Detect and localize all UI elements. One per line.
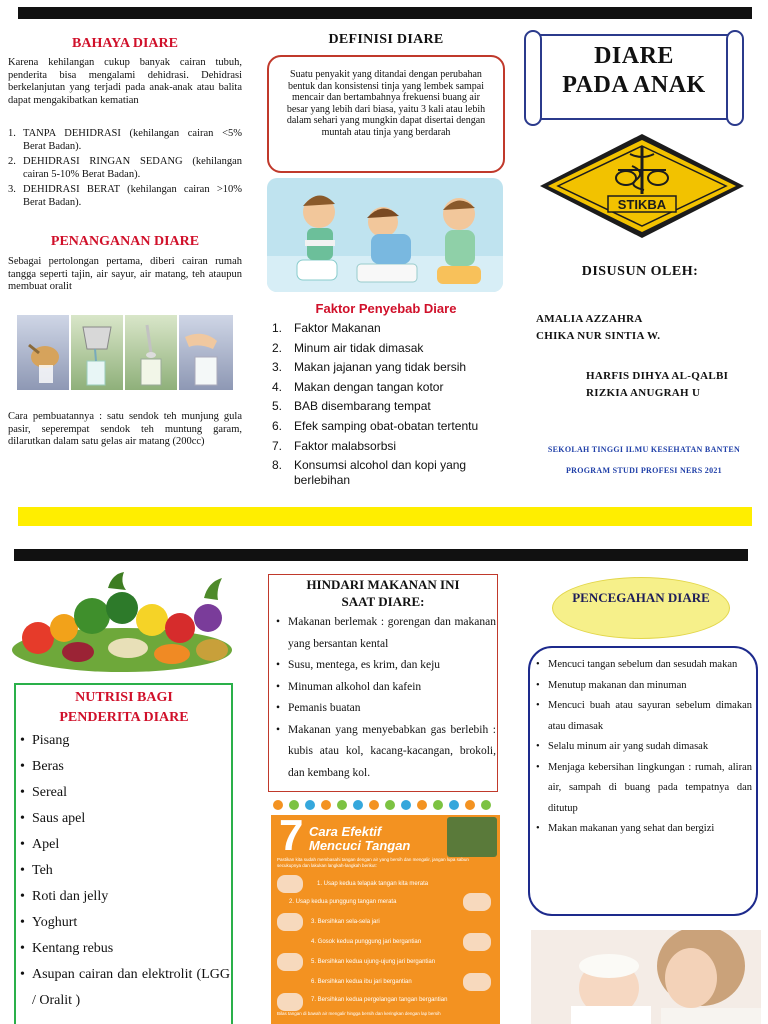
list-item: 7. Faktor malabsorbsi (272, 438, 397, 453)
hands-icon (463, 933, 491, 951)
list-item: • Yoghurt (18, 910, 230, 936)
list-item: • Pisang (18, 728, 230, 754)
school-name: SEKOLAH TINGGI ILMU KESEHATAN BANTEN (547, 445, 741, 454)
top-black-bar (18, 7, 752, 19)
decorative-germs-strip (270, 798, 498, 812)
poster-step: 3. Bersihkan sela-sela jari (277, 913, 497, 933)
list-item: • Makanan yang menyebabkan gas berlebih : kubis atau kol, kacang-kacangan, brokoli, dan kembang kol. (274, 720, 496, 785)
hands-icon (277, 953, 303, 971)
poster-step: 6. Bersihkan kedua ibu jari bergantian (277, 973, 497, 993)
faktor-title: Faktor Penyebab Diare (315, 301, 457, 316)
hands-icon (463, 973, 491, 991)
list-item: 6. Efek samping obat-obatan tertentu (272, 418, 479, 433)
penanganan-title: PENANGANAN DIARE (50, 234, 200, 249)
bahaya-list (8, 128, 242, 212)
list-item: • Menjaga kebersihan lingkungan : rumah, aliran air, sampah di buang pada tempatnya dan ditutup (534, 758, 752, 820)
lower-black-bar (14, 549, 748, 561)
mother-baby-image (531, 930, 761, 1024)
author-list-b: HARFIS DIHYA AL-QALBI RIZKIA ANUGRAH U (586, 370, 729, 399)
list-item: • Mencuci tangan sebelum dan sesudah makan (534, 655, 752, 676)
poster-step: 2. Usap kedua punggung tangan merata (277, 893, 497, 913)
list-item: • Menutup makanan dan minuman (534, 676, 752, 697)
poster-step: 4. Gosok kedua punggung jari bergantian (277, 933, 497, 953)
cover-title: DIARE PADA ANAK (562, 43, 706, 98)
faktor-list (272, 321, 504, 493)
list-item: 1. Faktor Makanan (272, 321, 381, 335)
poster-title: Cara Efektif Mencuci Tangan (309, 824, 411, 853)
poster-photo (447, 817, 497, 857)
list-item: 8. Konsumsi alcohol dan kopi yang berlebihan (272, 458, 467, 488)
handwashing-poster (271, 815, 500, 1024)
stikba-logo-text: STIKBA (617, 197, 667, 212)
list-item: • Beras (18, 754, 230, 780)
list-item: 4. Makan dengan tangan kotor (272, 379, 444, 394)
middle-yellow-bar (18, 507, 752, 526)
hindari-title: HINDARI MAKANAN INI SAAT DIARE: (306, 577, 460, 609)
list-item: 1. TANPA DEHIDRASI (kehilangan cairan <5% Berat Badan). (8, 128, 242, 152)
bahaya-text: Karena kehilangan cukup banyak cairan tubuh, penderita bisa mengalami dehidrasi. Dehidrasi berkelanjutan yang terjadi pada anak-anak atau balita dapat mengakibatkan kematian (8, 57, 242, 106)
cover-title-scroll (530, 34, 738, 120)
poster-footer: Bilas tangan di bawah air mengalir hingga bersih dan keringkan dengan lap bersih (277, 1011, 441, 1016)
pencegahan-list (534, 655, 752, 840)
oralit-steps-image (17, 315, 233, 390)
hands-icon (277, 913, 303, 931)
hands-icon (277, 993, 303, 1011)
list-item: 5. BAB disembarang tempat (272, 399, 431, 414)
list-item: • Teh (18, 858, 230, 884)
definisi-box (267, 55, 505, 173)
list-item: • Asupan cairan dan elektrolit (LGG / Oralit ) (18, 962, 230, 1014)
list-item: • Susu, mentega, es krim, dan keju (274, 655, 496, 677)
vegetables-image (8, 568, 236, 676)
pencegahan-title-oval (552, 577, 730, 639)
list-item: 3. DEHIDRASI BERAT (kehilangan cairan >10% Berat Badan). (8, 184, 242, 208)
poster-intro: Pastikan kita sudah membasahi tangan dengan air yang bersih dan mengalir, jangan lupa sabun secukupnya dan lakukan langkah-langkah berikut: (277, 857, 469, 868)
list-item: • Minuman alkohol dan kafein (274, 677, 496, 699)
list-item: • Apel (18, 832, 230, 858)
poster-step: 7. Bersihkan kedua pergelangan tangan bergantian (277, 993, 497, 1013)
author-list-a: AMALIA AZZAHRA CHIKA NUR SINTIA W. (536, 313, 661, 342)
stikba-logo (536, 130, 748, 242)
definisi-title: DEFINISI DIARE (328, 32, 444, 47)
nutrisi-title: NUTRISI BAGI PENDERITA DIARE (59, 690, 189, 725)
hands-icon (463, 893, 491, 911)
list-item: 2. DEHIDRASI RINGAN SEDANG (kehilangan cairan 5-10% Berat Badan). (8, 156, 242, 180)
list-item: • Roti dan jelly (18, 884, 230, 910)
list-item: • Pemanis buatan (274, 698, 496, 720)
poster-number: 7 (279, 815, 304, 860)
list-item: • Makan makanan yang sehat dan bergizi (534, 819, 752, 840)
poster-step: 1. Usap kedua telapak tangan kita merata (277, 875, 497, 895)
list-item: 2. Minum air tidak dimasak (272, 340, 424, 355)
list-item: • Saus apel (18, 806, 230, 832)
sick-children-image (267, 178, 503, 292)
pencegahan-title: PENCEGAHAN DIARE (572, 590, 710, 605)
definisi-text: Suatu penyakit yang ditandai dengan perubahan bentuk dan konsistensi tinja yang lembek sampai mencair dan bertambahnya frekuensi buang air besar yang lebih dari biasa, yaitu 3 kali atau lebih dalam sehari yang mungkin dapat disertai dengan muntah atau tinja yang berdarah (286, 69, 486, 138)
poster-step: 5. Bersihkan kedua ujung-ujung jari bergantian (277, 953, 497, 973)
list-item: • Makanan berlemak : gorengan dan makanan yang bersantan kental (274, 612, 496, 655)
hands-icon (277, 875, 303, 893)
bahaya-title: BAHAYA DIARE (72, 36, 178, 51)
penanganan-text: Sebagai pertolongan pertama, diberi cairan rumah tangga seperti tajin, air sayur, air matang, teh ataupun membuat oralit (8, 256, 242, 292)
hindari-list (274, 612, 496, 784)
list-item: • Kentang rebus (18, 936, 230, 962)
nutrisi-list (18, 728, 230, 1014)
disusun-label: DISUSUN OLEH: (581, 264, 699, 279)
list-item: • Mencuci buah atau sayuran sebelum dimakan atau dimasak (534, 696, 752, 737)
list-item: • Selalu minum air yang sudah dimasak (534, 737, 752, 758)
program-name: PROGRAM STUDI PROFESI NERS 2021 (566, 466, 722, 475)
cara-pembuatan-text: Cara pembuatannya : satu sendok teh munjung gula pasir, seperempat sendok teh muntung garam, dilarutkan dalam satu gelas air matang (200cc) (8, 411, 242, 447)
list-item: 3. Makan jajanan yang tidak bersih (272, 360, 467, 375)
list-item: • Sereal (18, 780, 230, 806)
